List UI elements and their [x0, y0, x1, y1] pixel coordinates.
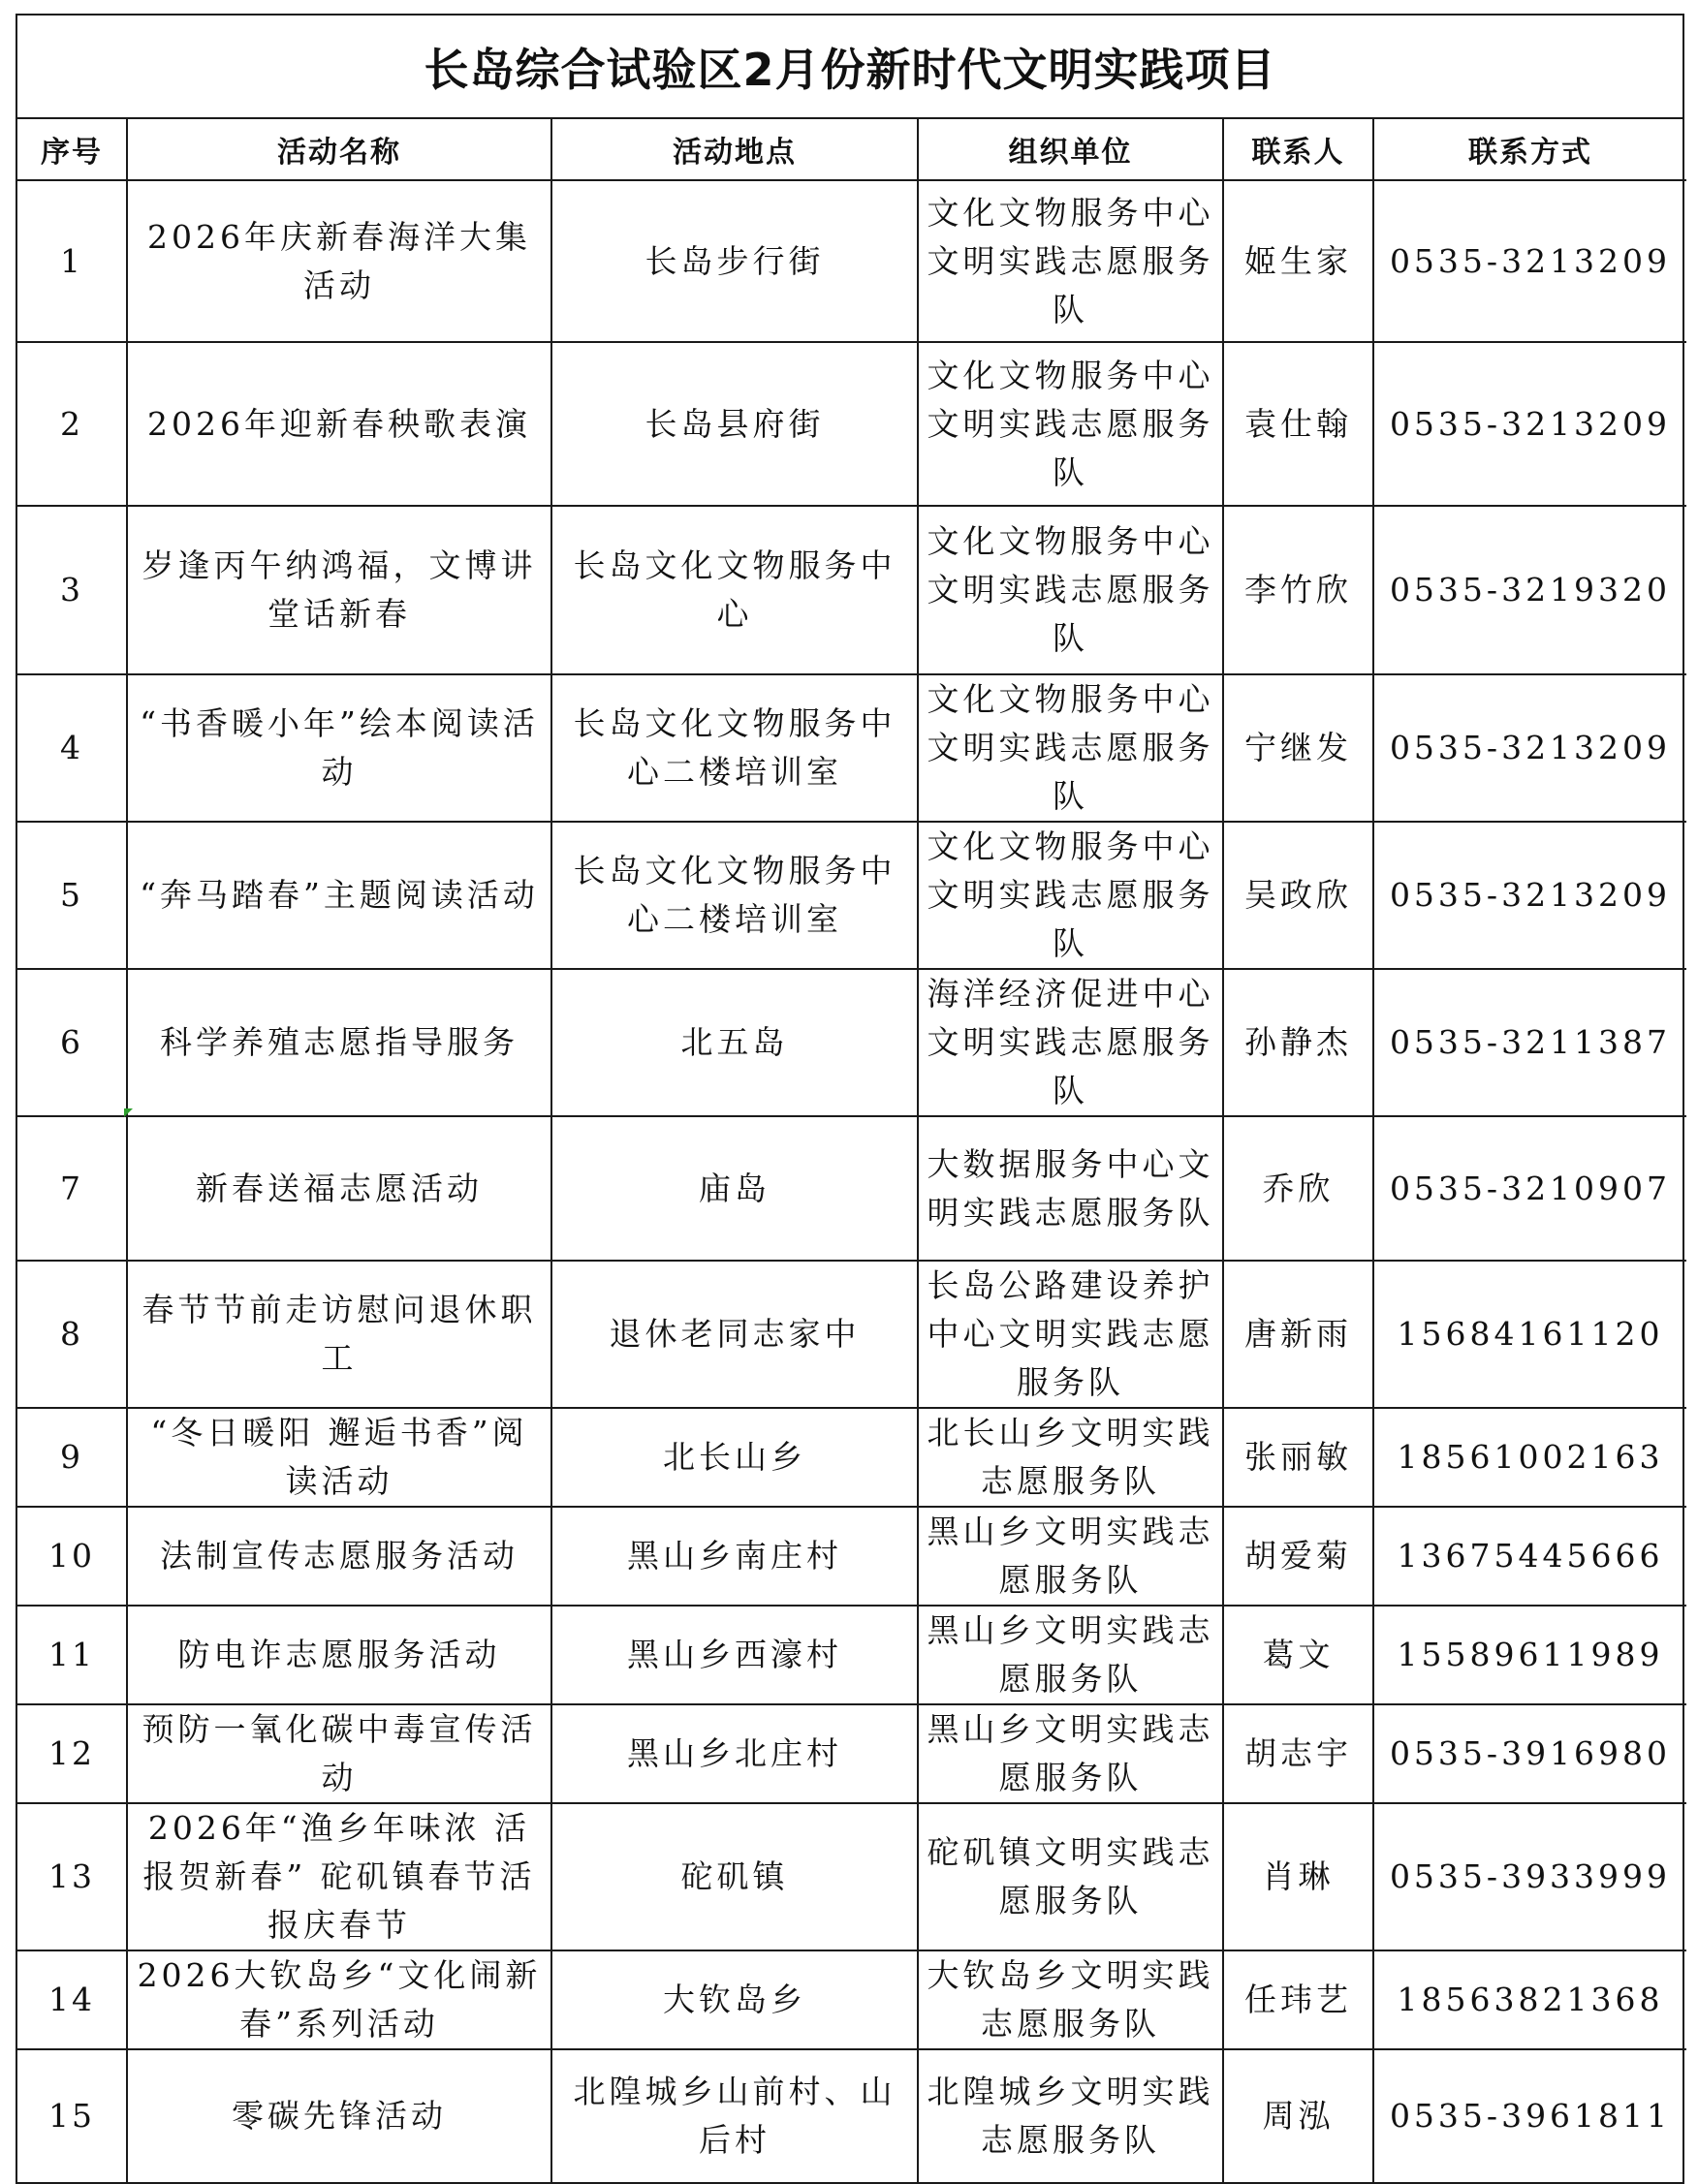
row-activity: “冬日暖阳 邂逅书香”阅读活动 — [127, 1408, 551, 1507]
row-location: 庙岛 — [551, 1116, 918, 1261]
row-no: 7 — [17, 1116, 127, 1261]
row-location: 黑山乡北庄村 — [551, 1704, 918, 1803]
header-organizer: 组织单位 — [918, 119, 1223, 180]
row-contact: 胡志宇 — [1223, 1704, 1373, 1803]
row-organizer: 黑山乡文明实践志愿服务队 — [918, 1704, 1223, 1803]
table-row — [17, 1507, 1686, 1606]
row-activity: 2026年“渔乡年味浓 活报贺新春” 砣矶镇春节活报庆春节 — [127, 1803, 551, 1950]
row-organizer: 文化文物服务中心文明实践志愿服务队 — [918, 506, 1223, 674]
row-organizer: 文化文物服务中心文明实践志愿服务队 — [918, 180, 1223, 342]
header-contact: 联系人 — [1223, 119, 1373, 180]
row-contact: 周泓 — [1223, 2049, 1373, 2182]
row-location: 北隍城乡山前村、山后村 — [551, 2049, 918, 2182]
row-no: 2 — [17, 342, 127, 506]
row-activity: 2026年迎新春秧歌表演 — [127, 342, 551, 506]
row-activity: 春节节前走访慰问退休职工 — [127, 1261, 551, 1408]
row-organizer: 砣矶镇文明实践志愿服务队 — [918, 1803, 1223, 1950]
header-location: 活动地点 — [551, 119, 918, 180]
row-location: 黑山乡南庄村 — [551, 1507, 918, 1606]
row-activity: 新春送福志愿活动 — [127, 1116, 551, 1261]
row-no: 6 — [17, 969, 127, 1116]
row-phone: 0535-3213209 — [1373, 342, 1686, 506]
row-contact: 葛文 — [1223, 1606, 1373, 1704]
table-row — [17, 1950, 1686, 2049]
table-row — [17, 1606, 1686, 1704]
activity-sheet — [16, 14, 1684, 2184]
row-phone: 18561002163 — [1373, 1408, 1686, 1507]
row-no: 11 — [17, 1606, 127, 1704]
row-phone: 0535-3219320 — [1373, 506, 1686, 674]
row-contact: 张丽敏 — [1223, 1408, 1373, 1507]
table-row — [17, 2049, 1686, 2182]
row-location: 长岛文化文物服务中心 — [551, 506, 918, 674]
row-contact: 乔欣 — [1223, 1116, 1373, 1261]
table-row — [17, 506, 1686, 674]
row-contact: 任玮艺 — [1223, 1950, 1373, 2049]
row-contact: 吴政欣 — [1223, 822, 1373, 969]
row-location: 大钦岛乡 — [551, 1950, 918, 2049]
row-organizer: 大数据服务中心文明实践志愿服务队 — [918, 1116, 1223, 1261]
row-activity: “奔马踏春”主题阅读活动 — [127, 822, 551, 969]
row-location: 长岛文化文物服务中心二楼培训室 — [551, 674, 918, 822]
row-activity: 防电诈志愿服务活动 — [127, 1606, 551, 1704]
row-no: 1 — [17, 180, 127, 342]
row-phone: 15589611989 — [1373, 1606, 1686, 1704]
row-location: 长岛县府街 — [551, 342, 918, 506]
row-organizer: 黑山乡文明实践志愿服务队 — [918, 1507, 1223, 1606]
row-activity: 2026年庆新春海洋大集活动 — [127, 180, 551, 342]
row-phone: 15684161120 — [1373, 1261, 1686, 1408]
cell-comment-marker — [124, 1108, 133, 1117]
row-location: 北五岛 — [551, 969, 918, 1116]
header-activity: 活动名称 — [127, 119, 551, 180]
row-location: 长岛步行街 — [551, 180, 918, 342]
row-organizer: 北隍城乡文明实践志愿服务队 — [918, 2049, 1223, 2182]
header-no: 序号 — [17, 119, 127, 180]
row-location: 退休老同志家中 — [551, 1261, 918, 1408]
row-organizer: 文化文物服务中心文明实践志愿服务队 — [918, 822, 1223, 969]
row-phone: 0535-3213209 — [1373, 822, 1686, 969]
table-row — [17, 342, 1686, 506]
row-contact: 宁继发 — [1223, 674, 1373, 822]
table-row — [17, 1261, 1686, 1408]
row-contact: 孙静杰 — [1223, 969, 1373, 1116]
table-row — [17, 1803, 1686, 1950]
row-activity: 法制宣传志愿服务活动 — [127, 1507, 551, 1606]
row-phone: 0535-3213209 — [1373, 674, 1686, 822]
table-row — [17, 674, 1686, 822]
row-phone: 18563821368 — [1373, 1950, 1686, 2049]
row-contact: 袁仕翰 — [1223, 342, 1373, 506]
row-phone: 0535-3211387 — [1373, 969, 1686, 1116]
row-activity: 预防一氧化碳中毒宣传活动 — [127, 1704, 551, 1803]
row-organizer: 大钦岛乡文明实践志愿服务队 — [918, 1950, 1223, 2049]
row-contact: 胡爱菊 — [1223, 1507, 1373, 1606]
row-no: 5 — [17, 822, 127, 969]
row-no: 3 — [17, 506, 127, 674]
table-row — [17, 180, 1686, 342]
row-phone: 0535-3916980 — [1373, 1704, 1686, 1803]
header-row — [17, 119, 1686, 180]
row-phone: 0535-3933999 — [1373, 1803, 1686, 1950]
row-contact: 姬生家 — [1223, 180, 1373, 342]
row-phone: 0535-3210907 — [1373, 1116, 1686, 1261]
row-organizer: 黑山乡文明实践志愿服务队 — [918, 1606, 1223, 1704]
table-row — [17, 1116, 1686, 1261]
row-no: 12 — [17, 1704, 127, 1803]
row-contact: 肖琳 — [1223, 1803, 1373, 1950]
row-no: 13 — [17, 1803, 127, 1950]
table-row — [17, 969, 1686, 1116]
row-no: 14 — [17, 1950, 127, 2049]
row-activity: 岁逢丙午纳鸿福，文博讲堂话新春 — [127, 506, 551, 674]
table-row — [17, 822, 1686, 969]
table-row — [17, 1408, 1686, 1507]
row-organizer: 海洋经济促进中心文明实践志愿服务队 — [918, 969, 1223, 1116]
row-organizer: 长岛公路建设养护中心文明实践志愿服务队 — [918, 1261, 1223, 1408]
row-phone: 13675445666 — [1373, 1507, 1686, 1606]
row-no: 15 — [17, 2049, 127, 2182]
row-location: 长岛文化文物服务中心二楼培训室 — [551, 822, 918, 969]
row-activity: “书香暖小年”绘本阅读活动 — [127, 674, 551, 822]
sheet-title: 长岛综合试验区2月份新时代文明实践项目 — [17, 16, 1682, 119]
row-organizer: 文化文物服务中心文明实践志愿服务队 — [918, 674, 1223, 822]
row-organizer: 文化文物服务中心文明实践志愿服务队 — [918, 342, 1223, 506]
row-organizer: 北长山乡文明实践志愿服务队 — [918, 1408, 1223, 1507]
table-row — [17, 1704, 1686, 1803]
row-contact: 李竹欣 — [1223, 506, 1373, 674]
row-location: 北长山乡 — [551, 1408, 918, 1507]
row-no: 10 — [17, 1507, 127, 1606]
row-activity: 科学养殖志愿指导服务 — [127, 969, 551, 1116]
row-phone: 0535-3961811 — [1373, 2049, 1686, 2182]
activity-table — [17, 119, 1686, 2182]
row-contact: 唐新雨 — [1223, 1261, 1373, 1408]
row-no: 8 — [17, 1261, 127, 1408]
row-location: 砣矶镇 — [551, 1803, 918, 1950]
row-activity: 零碳先锋活动 — [127, 2049, 551, 2182]
header-phone: 联系方式 — [1373, 119, 1686, 180]
row-phone: 0535-3213209 — [1373, 180, 1686, 342]
row-no: 4 — [17, 674, 127, 822]
row-location: 黑山乡西濠村 — [551, 1606, 918, 1704]
row-activity: 2026大钦岛乡“文化闹新春”系列活动 — [127, 1950, 551, 2049]
row-no: 9 — [17, 1408, 127, 1507]
